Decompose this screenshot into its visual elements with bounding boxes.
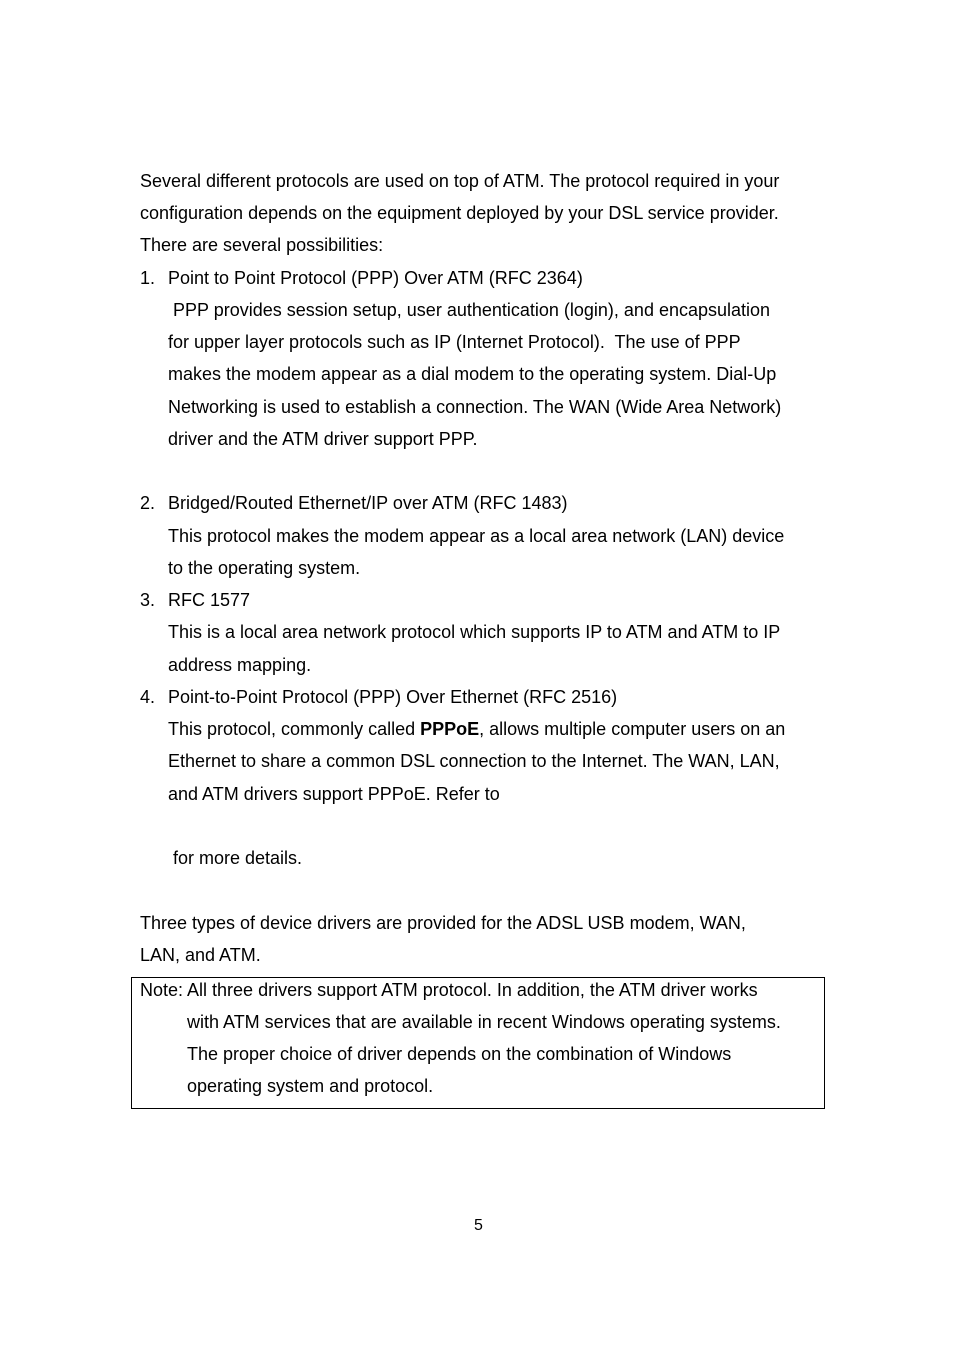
page-number: 5 xyxy=(474,1217,483,1234)
list-item-2-title: Bridged/Routed Ethernet/IP over ATM (RFC 1483) xyxy=(168,493,568,513)
drivers-line-2: LAN, and ATM. xyxy=(140,945,261,965)
list-item-4-title: Point-to-Point Protocol (PPP) Over Ethernet (RFC 2516) xyxy=(168,687,618,707)
note-line-1: Note: All three drivers support ATM protocol. In addition, the ATM driver works xyxy=(140,980,758,1000)
list-item-4-line-2: Ethernet to share a common DSL connection to the Internet. The WAN, LAN, xyxy=(168,751,780,771)
list-item-1-line-3: makes the modem appear as a dial modem to the operating system. Dial-Up xyxy=(168,364,777,384)
list-item-4-line-1-before: This protocol, commonly called xyxy=(168,719,421,739)
list-item-1-title: Point to Point Protocol (PPP) Over ATM (RFC 2364) xyxy=(168,268,583,288)
list-item-1-line-4: Networking is used to establish a connection. The WAN (Wide Area Network) xyxy=(168,397,782,417)
drivers-line-1: Three types of device drivers are provided for the ADSL USB modem, WAN, xyxy=(140,913,746,933)
pppoe-bold-term: PPPoE xyxy=(420,719,480,739)
note-line-2: with ATM services that are available in recent Windows operating systems. xyxy=(187,1012,781,1032)
list-item-2-number: 2. xyxy=(140,493,156,513)
list-item-4-number: 4. xyxy=(140,687,156,707)
list-item-3-line-1: This is a local area network protocol which supports IP to ATM and ATM to IP xyxy=(168,622,781,642)
intro-line-1: Several different protocols are used on top of ATM. The protocol required in your xyxy=(140,171,780,191)
list-item-4-tail: for more details. xyxy=(168,848,303,868)
list-item-2-line-1: This protocol makes the modem appear as a local area network (LAN) device xyxy=(168,526,785,546)
list-item-1-line-5: driver and the ATM driver support PPP. xyxy=(168,429,478,449)
list-item-4-line-1 xyxy=(168,718,785,740)
list-item-3-number: 3. xyxy=(140,590,156,610)
list-item-1-line-2: for upper layer protocols such as IP (Internet Protocol). The use of PPP xyxy=(168,332,741,352)
intro-line-3: There are several possibilities: xyxy=(140,235,384,255)
list-item-2-line-2: to the operating system. xyxy=(168,558,361,578)
list-item-3-line-2: address mapping. xyxy=(168,655,312,675)
list-item-3-title: RFC 1577 xyxy=(168,590,251,610)
note-line-4: operating system and protocol. xyxy=(187,1076,434,1096)
list-item-4-line-3: and ATM drivers support PPPoE. Refer to xyxy=(168,784,500,804)
list-item-1-line-1: PPP provides session setup, user authentication (login), and encapsulation xyxy=(168,300,771,320)
list-item-1-number: 1. xyxy=(140,268,156,288)
intro-line-2: configuration depends on the equipment deployed by your DSL service provider. xyxy=(140,203,779,223)
list-item-4-line-1-after: , allows multiple computer users on an xyxy=(479,719,786,739)
note-line-3: The proper choice of driver depends on the combination of Windows xyxy=(187,1044,732,1064)
